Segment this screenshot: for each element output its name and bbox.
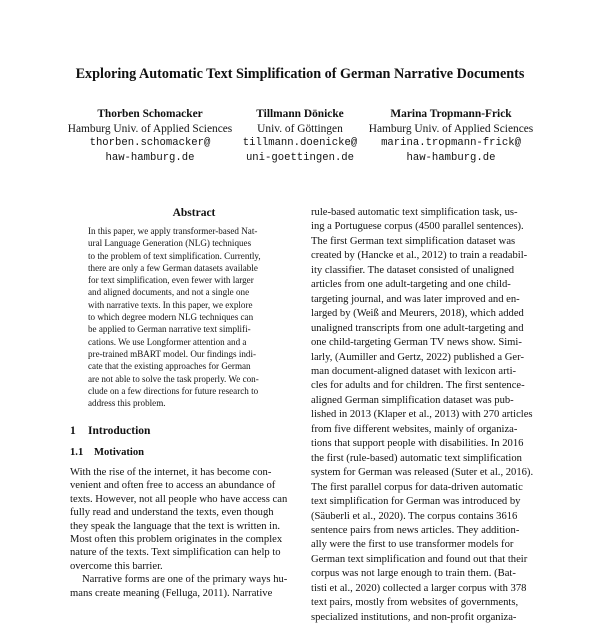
- author-email-line-1: tillmann.doenicke@: [242, 137, 358, 150]
- body-line: Narrative forms are one of the primary ways hu-: [82, 574, 288, 586]
- abstract-line: for text simplification, even fewer with larger: [88, 275, 254, 286]
- abstract-line: there are only a few German datasets available: [88, 262, 258, 273]
- body-line: venient and often free to access an abundance of: [70, 480, 276, 492]
- left-column-body: [70, 466, 295, 600]
- subsection-heading-motivation: [70, 447, 144, 458]
- body-line: (Säuberli et al., 2020). The corpus contains 3616: [311, 510, 518, 522]
- author-affiliation: Hamburg Univ. of Applied Sciences: [67, 122, 233, 135]
- abstract-line: cations. We use Longformer attention and a: [88, 336, 247, 347]
- body-line: specialized institutions, and non-profit organiza-: [311, 611, 517, 623]
- author-name: Marina Tropmann-Frick: [390, 108, 512, 120]
- body-line: text pairs, mostly from websites of governments,: [311, 597, 519, 609]
- body-line: nature of the texts. Text simplification can help to: [70, 547, 281, 559]
- right-column-body: [311, 206, 546, 625]
- body-line: they speak the language that the text is written in.: [70, 520, 281, 532]
- body-line: corpus was not large enough to train them. (Bat-: [311, 568, 516, 580]
- body-line: man document-aligned dataset with lexicon arti-: [311, 365, 517, 377]
- abstract-line: clude on a few directions for future research to: [88, 385, 259, 396]
- abstract-line: pre-trained mBART model. Our findings indi-: [88, 348, 256, 359]
- abstract-line: In this paper, we apply transformer-based Nat-: [88, 226, 258, 236]
- abstract-heading: Abstract: [172, 207, 216, 219]
- body-line: the first (rule-based) automatic text simplification: [311, 452, 522, 464]
- paper-title: Exploring Automatic Text Simplification of German Narrative Documents: [75, 66, 525, 82]
- body-line: from five different websites, mainly of organiza-: [311, 423, 518, 435]
- abstract-text: [88, 225, 300, 409]
- body-line: mans create meaning (Felluga, 2011). Narrative: [70, 587, 273, 599]
- author-email-line-1: thorben.schomacker@: [89, 137, 211, 150]
- body-line: cles for adults and for children. The first sentence-: [311, 380, 525, 392]
- author-email-line-2: haw-hamburg.de: [406, 151, 496, 164]
- body-line: ity classifier. The dataset consisted of unaligned: [311, 264, 515, 276]
- abstract-line: and aligned documents, and not a single one: [88, 287, 250, 298]
- author-email-line-1: marina.tropmann-frick@: [381, 137, 521, 150]
- abstract-line: with narrative texts. In this paper, we explore: [88, 299, 253, 310]
- body-line: larged by (Weiß and Meurers, 2018), which added: [311, 308, 524, 320]
- body-line: With the rise of the internet, it has become con-: [70, 467, 272, 478]
- body-line: ing a Portuguese corpus (4500 parallel sentences).: [311, 221, 524, 233]
- body-line: The first parallel corpus for data-driven automatic: [311, 481, 523, 493]
- body-line: one child-targeting German TV news show. Simi-: [311, 337, 522, 349]
- author-1: [55, 107, 245, 165]
- body-line: larly, (Aumiller and Gertz, 2022) published a Ger-: [311, 351, 524, 363]
- body-line: The first German text simplification dataset was: [311, 235, 516, 247]
- author-name: Thorben Schomacker: [97, 108, 203, 120]
- body-line: ally were the first to use transformer models for: [311, 539, 514, 551]
- abstract-line: cate that the existing approaches for German: [88, 361, 251, 372]
- body-line: fully read and understand the texts, even though: [70, 507, 274, 519]
- subsection-number: 1.1: [70, 447, 84, 458]
- subsection-title: Motivation: [94, 447, 145, 458]
- author-name: Tillmann Dönicke: [256, 108, 344, 120]
- body-line: tions that support people with disabilities. In 2016: [311, 438, 524, 450]
- abstract-line: be applied to German narrative text simplifi-: [88, 324, 251, 335]
- abstract-line: are not able to solve the task properly. We con-: [88, 373, 259, 384]
- body-line: system for German was released (Suter et al., 2016).: [311, 467, 534, 479]
- author-email-line-2: uni-goettingen.de: [245, 151, 355, 164]
- author-3: [356, 107, 546, 165]
- body-line: lished in 2013 (Klaper et al., 2013) with 270 articles: [311, 409, 533, 421]
- body-line: created by (Hancke et al., 2012) to train a readabil-: [311, 250, 528, 262]
- abstract-line: address this problem.: [88, 398, 166, 409]
- body-line: German text simplification and found out that their: [311, 553, 528, 565]
- body-line: rule-based automatic text simplification task, us-: [311, 207, 518, 218]
- abstract-line: ural Language Generation (NLG) techniques: [88, 238, 252, 249]
- body-line: aligned German simplification dataset was pub-: [311, 394, 514, 406]
- abstract-line: to which degree modern NLG techniques can: [88, 312, 254, 323]
- body-line: Most often this problem originates in the complex: [70, 534, 283, 546]
- body-line: overcome this barrier.: [70, 560, 163, 572]
- body-line: sentence pairs from news articles. They addition-: [311, 524, 520, 536]
- author-affiliation: Hamburg Univ. of Applied Sciences: [368, 122, 534, 135]
- section-heading-introduction: [70, 425, 150, 437]
- section-title: Introduction: [88, 425, 151, 437]
- section-number: 1: [70, 425, 76, 437]
- body-line: articles from one adult-targeting and one child-: [311, 279, 511, 291]
- body-line: unaligned transcripts from one adult-targeting and: [311, 322, 524, 334]
- body-line: tisti et al., 2020) collected a larger corpus with 378: [311, 582, 527, 594]
- author-email-line-2: haw-hamburg.de: [105, 151, 195, 164]
- body-line: text simplification for German was introduced by: [311, 496, 521, 508]
- body-line: texts. However, not all people who have access can: [70, 493, 288, 505]
- abstract-line: to the problem of text simplification. Currently,: [88, 250, 261, 261]
- body-line: targeting journal, and was later improved and en-: [311, 293, 520, 305]
- author-affiliation: Univ. of Göttingen: [257, 122, 343, 135]
